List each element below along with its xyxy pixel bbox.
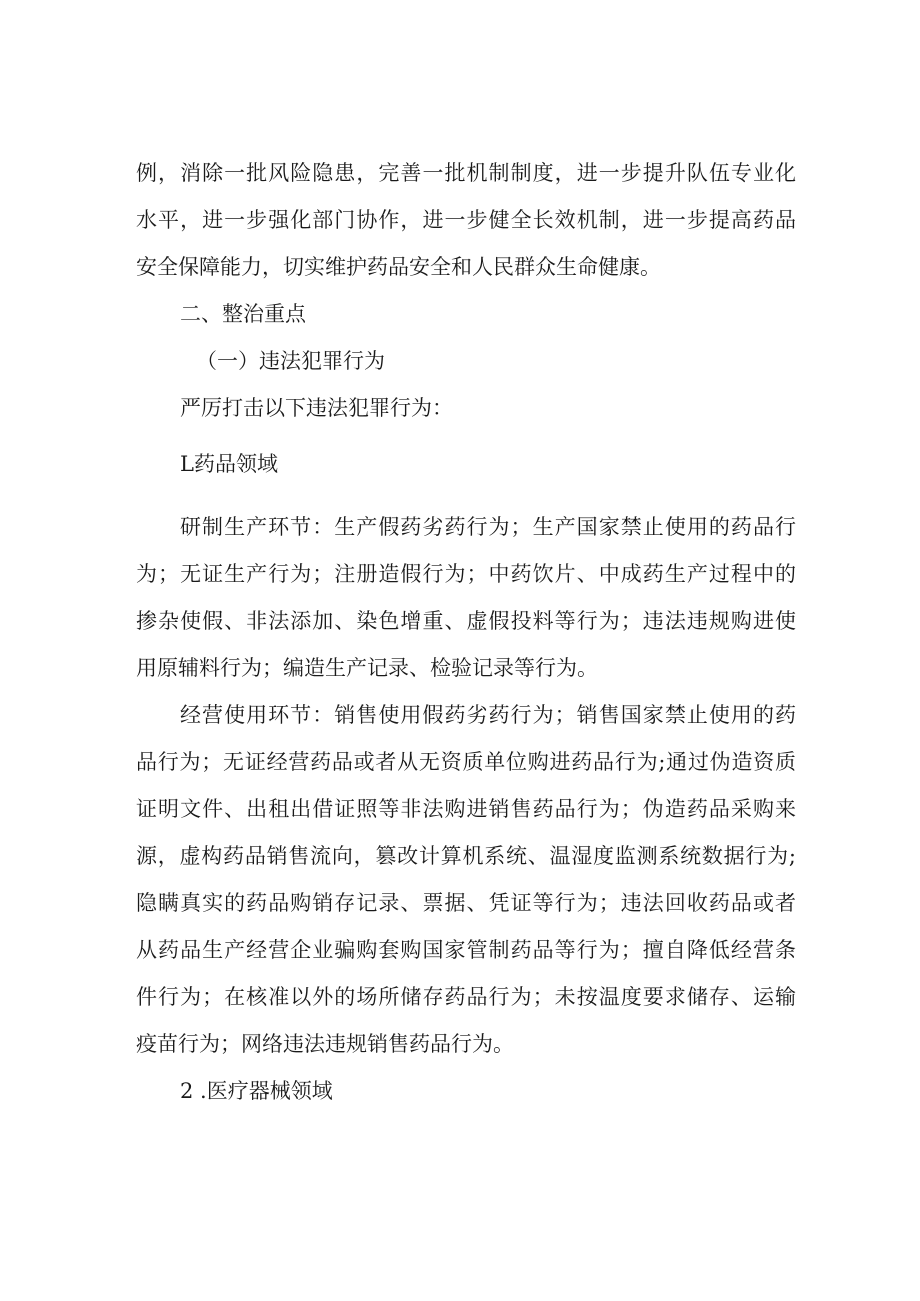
paragraph-line: 为；无证生产行为；注册造假行为；中药饮片、中成药生产过程中的: [136, 562, 796, 586]
paragraph-line: 疫苗行为；网络违法违规销售药品行为。: [136, 1032, 514, 1056]
paragraph-line: 品行为；无证经营药品或者从无资质单位购进药品行为;通过伪造资质: [136, 750, 796, 774]
intro-text: 严厉打击以下违法犯罪行为：: [180, 396, 453, 420]
paragraph-line: 证明文件、出租出借证照等非法购进销售药品行为；伪造药品采购来: [136, 797, 796, 821]
paragraph-line: 安全保障能力，切实维护药品安全和人民群众生命健康。: [136, 255, 661, 279]
paragraph-line: 从药品生产经营企业骗购套购国家管制药品等行为；擅自降低经营条: [136, 938, 796, 962]
paragraph-line: 掺杂使假、非法添加、染色增重、虚假投料等行为；违法违规购进使: [136, 609, 796, 633]
paragraph-line: 用原辅料行为；编造生产记录、检验记录等行为。: [136, 656, 598, 680]
paragraph-line: 例，消除一批风险隐患，完善一批机制制度，进一步提升队伍专业化: [136, 161, 796, 185]
subsection-heading: （一）违法犯罪行为: [196, 349, 385, 373]
paragraph-line: 件行为；在核准以外的场所储存药品行为；未按温度要求储存、运输: [136, 985, 796, 1009]
item-heading: 2 .医疗器械领域: [180, 1079, 333, 1103]
paragraph-line: 源，虚构药品销售流向，篡改计算机系统、温湿度监测系统数据行为;: [136, 844, 796, 868]
paragraph-line: 水平，进一步强化部门协作，进一步健全长效机制，进一步提高药品: [136, 208, 796, 232]
paragraph-line: 研制生产环节：生产假药劣药行为；生产国家禁止使用的药品行: [180, 515, 796, 539]
paragraph-line: 经营使用环节：销售使用假药劣药行为；销售国家禁止使用的药: [180, 703, 796, 727]
paragraph-line: 隐瞒真实的药品购销存记录、票据、凭证等行为；违法回收药品或者: [136, 891, 796, 915]
item-heading: L药品领域: [180, 452, 278, 476]
section-heading: 二、整治重点: [180, 302, 306, 326]
